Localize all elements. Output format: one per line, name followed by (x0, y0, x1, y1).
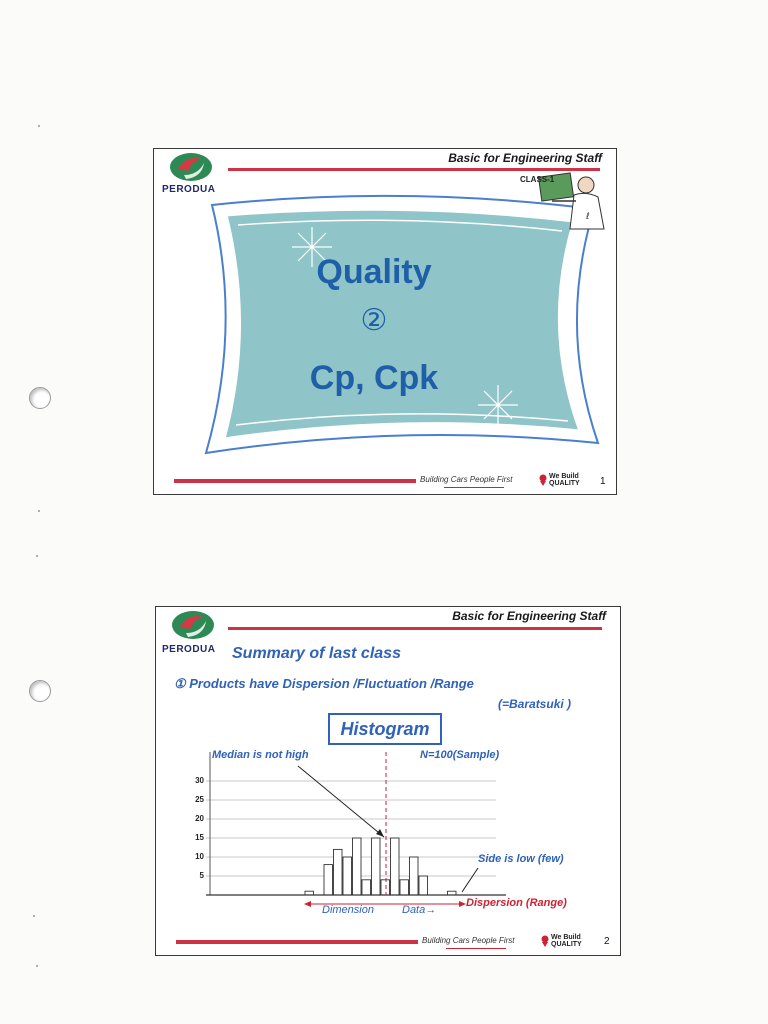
header-rule (228, 627, 602, 630)
class-badge: CLASS-1 (520, 175, 555, 184)
footer-underline (444, 487, 504, 488)
histogram-chart (206, 752, 506, 902)
histogram-bar (381, 880, 390, 895)
y-tick-label: 5 (199, 871, 204, 880)
svg-text:ℓ: ℓ (586, 212, 590, 222)
we-build-quality-icon (540, 935, 550, 947)
histogram-label: Histogram (328, 713, 442, 745)
footer-badge-top: We Build (551, 934, 581, 941)
footer-underline (446, 948, 506, 949)
we-build-quality-icon (538, 474, 548, 486)
scan-speck (38, 125, 40, 127)
footer-tagline: Building Cars People First (420, 475, 513, 484)
y-tick-label: 25 (195, 795, 204, 804)
header-title: Basic for Engineering Staff (452, 609, 606, 623)
median-pointer-head (376, 829, 384, 837)
scan-speck (38, 510, 40, 512)
slide-1 (153, 148, 617, 495)
histogram-bar (372, 838, 381, 895)
footer-tagline: Building Cars People First (422, 936, 515, 945)
footer-badge-bottom: QUALITY (551, 941, 582, 948)
slide-title-number: ② (360, 304, 388, 337)
y-tick-label: 20 (195, 814, 204, 823)
footer-badge-top: We Build (549, 473, 579, 480)
brand-name: PERODUA (162, 184, 216, 195)
x-axis-data: Data→ (402, 904, 437, 916)
perodua-logo (168, 151, 214, 185)
side-pointer (462, 868, 478, 892)
histogram-bar (391, 838, 400, 895)
histogram-bar (362, 880, 371, 895)
footer-rule (176, 940, 418, 944)
punch-hole-top (29, 387, 51, 409)
footer-rule (174, 479, 416, 483)
scan-speck (36, 965, 38, 967)
median-pointer (298, 766, 384, 837)
y-tick-label: 30 (195, 776, 204, 785)
histogram-bar (334, 849, 343, 895)
brand-name: PERODUA (162, 644, 216, 655)
slide-heading: Summary of last class (232, 645, 401, 662)
dispersion-range-label: Dispersion (Range) (466, 897, 567, 909)
median-annotation: Median is not high (212, 749, 309, 761)
dispersion-arrow (304, 899, 474, 909)
histogram-bar (324, 865, 333, 895)
histogram-bar (410, 857, 419, 895)
sample-size-annotation: N=100(Sample) (420, 749, 500, 761)
slide-2 (155, 606, 621, 956)
histogram-bar (419, 876, 428, 895)
histogram-bar (353, 838, 362, 895)
perodua-logo (170, 609, 216, 643)
x-axis-dimension: Dimension (322, 904, 374, 916)
page-number: 2 (604, 936, 610, 947)
footer-badge-bottom: QUALITY (549, 480, 580, 487)
side-annotation: Side is low (few) (478, 853, 564, 865)
bullet-note: (=Baratsuki ) (498, 697, 572, 711)
punch-hole-bottom (29, 680, 51, 702)
scan-speck (33, 915, 35, 917)
slide-title-cp-cpk: Cp, Cpk (309, 359, 439, 397)
page-number: 1 (600, 476, 606, 487)
header-title: Basic for Engineering Staff (448, 151, 602, 165)
histogram-bar (343, 857, 352, 895)
histogram-bar (400, 880, 409, 895)
scan-speck (36, 555, 38, 557)
y-tick-label: 15 (195, 833, 204, 842)
slide-title-quality: Quality (316, 253, 432, 291)
y-tick-label: 10 (195, 852, 204, 861)
bullet-point: ① Products have Dispersion /Fluctuation /Range (174, 676, 474, 691)
